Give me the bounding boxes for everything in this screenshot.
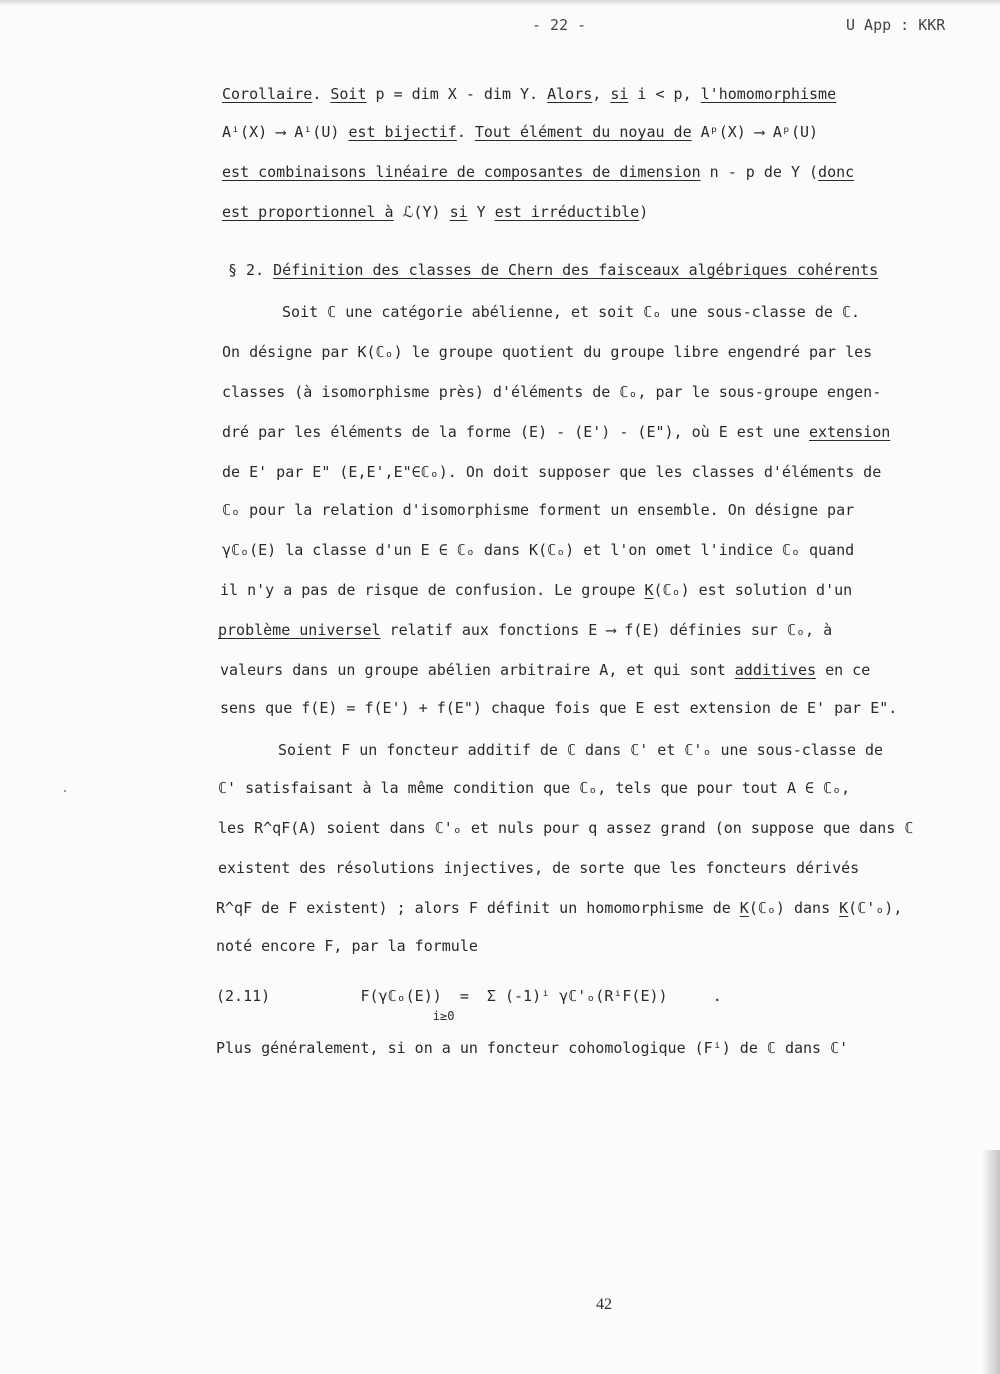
- text-segment: existent des résolutions injectives, de sorte que les foncteurs dérivés: [218, 859, 860, 877]
- text-segment: § 2.: [228, 261, 274, 279]
- underlined-text: extension: [809, 423, 891, 441]
- text-segment: classes (à isomorphisme près) d'éléments de ℂₒ, par le sous-groupe engen-: [222, 383, 882, 401]
- underlined-text: Définition des classes de Chern des faisceaux algébriques cohérents: [273, 261, 879, 279]
- text-line: [0, 898, 1000, 918]
- underlined-text: si: [449, 203, 468, 221]
- text-segment: Plus généralement, si on a un foncteur cohomologique (Fⁱ) de ℂ dans ℂ': [216, 1039, 849, 1057]
- text-line: [0, 778, 1000, 798]
- underlined-text: K: [644, 581, 654, 599]
- text-segment: ℂ' satisfaisant à la même condition que ℂₒ, tels que pour tout A ∈ ℂₒ,: [218, 779, 851, 797]
- underlined-text: est combinaisons linéaire de composantes de dimension: [222, 163, 701, 181]
- text-segment: .: [456, 123, 475, 141]
- text-line: [0, 1038, 1000, 1058]
- page-number: 42: [596, 1296, 612, 1313]
- text-line: [0, 858, 1000, 878]
- underlined-text: est irréductible: [494, 203, 640, 221]
- text-segment: de E' par E" (E,E',E"∈ℂₒ). On doit supposer que les classes d'éléments de: [222, 463, 882, 481]
- text-segment: valeurs dans un groupe abélien arbitraire A, et qui sont: [220, 661, 735, 679]
- text-line: [0, 260, 1000, 280]
- underlined-text: est proportionnel à: [222, 203, 394, 221]
- text-segment: R^qF de F existent) ; alors F définit un homomorphisme de: [216, 899, 740, 917]
- text-line: [0, 500, 1000, 520]
- underlined-text: Soit: [330, 85, 367, 103]
- text-line: [0, 540, 1000, 560]
- text-segment: i < p,: [628, 85, 701, 103]
- text-segment: Y: [467, 203, 495, 221]
- scan-speck: [64, 790, 66, 792]
- underlined-text: Tout élément du noyau de: [474, 123, 692, 141]
- text-segment: γℂₒ(E) la classe d'un E ∈ ℂₒ dans K(ℂₒ) et l'on omet l'indice ℂₒ quand: [222, 541, 855, 559]
- text-segment: ): [639, 203, 649, 221]
- text-segment: sens que f(E) = f(E') + f(E") chaque fois que E est extension de E' par E".: [220, 699, 898, 717]
- text-segment: ℒ(Y): [393, 203, 450, 221]
- underlined-text: problème universel: [218, 621, 381, 639]
- text-line: [0, 462, 1000, 482]
- text-line: [0, 986, 1000, 1006]
- text-segment: dré par les éléments de la forme (E) - (E') - (E"), où E est une: [222, 423, 809, 441]
- text-segment: p = dim X - dim Y.: [366, 85, 548, 103]
- text-segment: Aⁱ(X) ⟶ Aⁱ(U): [222, 123, 349, 141]
- text-segment: (ℂₒ) est solution d'un: [653, 581, 853, 599]
- text-line: [0, 422, 1000, 442]
- text-line: [0, 660, 1000, 680]
- text-segment: On désigne par K(ℂₒ) le groupe quotient du groupe libre engendré par les: [222, 343, 873, 361]
- underlined-text: si: [610, 85, 629, 103]
- text-line: [0, 202, 1000, 222]
- text-line: [0, 818, 1000, 838]
- text-segment: Soient F un foncteur additif de ℂ dans ℂ' et ℂ'ₒ une sous-classe de: [278, 741, 884, 759]
- scan-shadow-edge: [982, 1150, 1000, 1374]
- underlined-text: l'homomorphisme: [700, 85, 837, 103]
- text-segment: relatif aux fonctions E ⟶ f(E) définies sur ℂₒ, à: [380, 621, 833, 639]
- text-segment: il n'y a pas de risque de confusion. Le groupe: [220, 581, 645, 599]
- text-line: [0, 580, 1000, 600]
- underlined-text: additives: [734, 661, 817, 679]
- text-line: [0, 342, 1000, 362]
- text-segment: en ce: [816, 661, 871, 679]
- text-segment: (ℂₒ) dans: [748, 899, 840, 917]
- text-segment: (ℂ'ₒ),: [848, 899, 903, 917]
- text-line: [0, 936, 1000, 956]
- text-segment: (2.11) F(γℂₒ(E)) = Σ (-1)ⁱ γℂ'ₒ(RⁱF(E)) .: [216, 987, 722, 1005]
- text-line: [0, 302, 1000, 322]
- text-line: [0, 740, 1000, 760]
- text-line: [0, 84, 1000, 104]
- underlined-text: K: [739, 899, 749, 917]
- text-line: [0, 162, 1000, 182]
- text-segment: .: [312, 85, 331, 103]
- underlined-text: Corollaire: [222, 85, 313, 103]
- underlined-text: donc: [818, 163, 855, 181]
- text-segment: ,: [592, 85, 611, 103]
- text-line: [0, 382, 1000, 402]
- text-segment: i≥0: [216, 1009, 455, 1023]
- text-segment: Aᵖ(X) ⟶ Aᵖ(U): [691, 123, 819, 141]
- text-line: [0, 1006, 1000, 1026]
- text-line: [0, 698, 1000, 718]
- underlined-text: est bijectif: [348, 123, 457, 141]
- text-segment: n - p de Y (: [700, 163, 819, 181]
- header-page-marker: - 22 -: [532, 16, 587, 34]
- text-line: [0, 122, 1000, 142]
- text-segment: les R^qF(A) soient dans ℂ'ₒ et nuls pour q assez grand (on suppose que dans ℂ: [218, 819, 914, 837]
- text-segment: Soit ℂ une catégorie abélienne, et soit ℂₒ une sous-classe de ℂ.: [282, 303, 860, 321]
- underlined-text: K: [839, 899, 849, 917]
- header-reference: U App : KKR: [846, 16, 946, 34]
- underlined-text: Alors: [547, 85, 593, 103]
- text-segment: noté encore F, par la formule: [216, 937, 478, 955]
- text-segment: ℂₒ pour la relation d'isomorphisme forment un ensemble. On désigne par: [222, 501, 855, 519]
- text-line: [0, 620, 1000, 640]
